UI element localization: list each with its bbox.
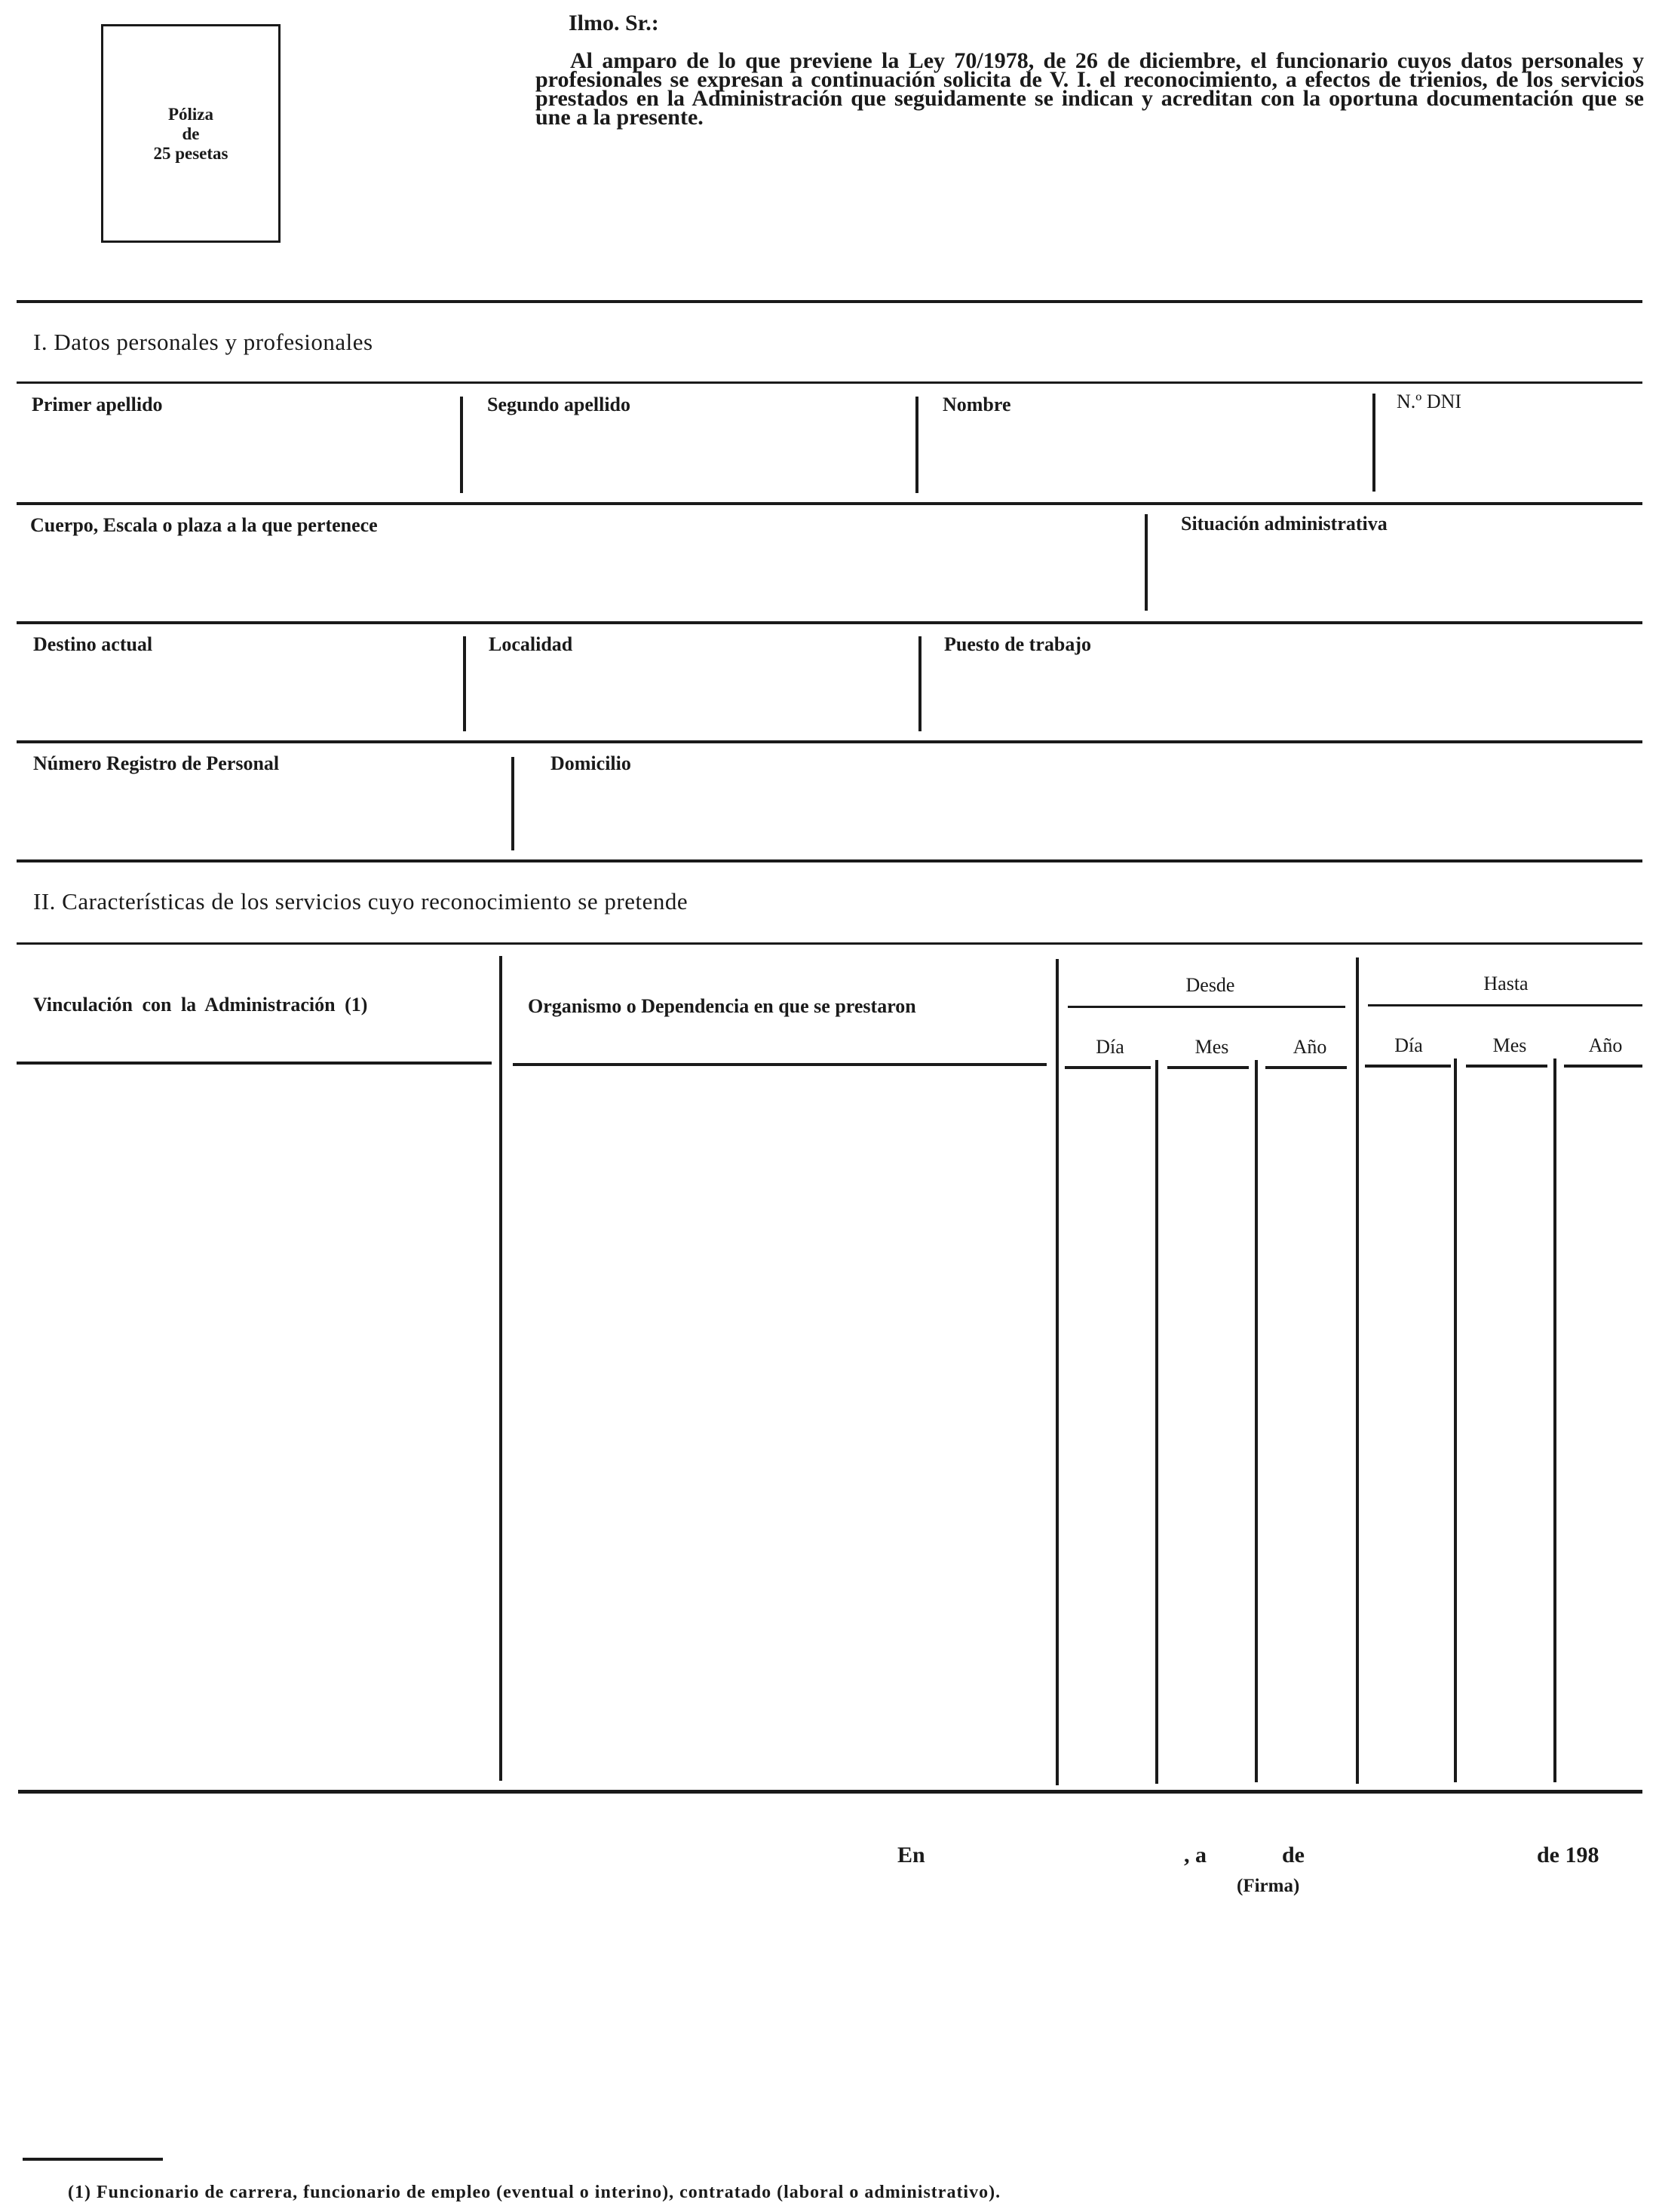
col-header-hasta-mes: Mes (1492, 1034, 1527, 1056)
section1-header-rule (17, 381, 1642, 384)
label-dni: N.º DNI (1397, 391, 1462, 412)
table-divider-vinculacion (499, 956, 502, 1781)
label-numero-registro: Número Registro de Personal (33, 752, 280, 774)
label-segundo-apellido: Segundo apellido (487, 394, 631, 415)
table-bottom-rule (18, 1790, 1642, 1794)
label-puesto-trabajo: Puesto de trabajo (944, 633, 1091, 655)
row3-divider-1 (463, 636, 466, 731)
table-divider-desde-hasta (1356, 957, 1359, 1784)
row3-divider-2 (918, 636, 921, 731)
hasta-mes-rule (1466, 1065, 1547, 1068)
section2-title: II. Características de los servicios cuyo reconocimiento se pretende (33, 888, 688, 915)
stamp-box (101, 24, 281, 243)
row1-divider-3 (1372, 394, 1375, 492)
desde-mes-rule (1167, 1066, 1249, 1069)
sig-de-1: de (1282, 1843, 1305, 1867)
section1-top-rule (17, 300, 1642, 303)
section1-title: I. Datos personales y profesionales (33, 329, 373, 355)
col-header-desde: Desde (1185, 974, 1235, 996)
col-header-hasta-dia: Día (1394, 1034, 1423, 1056)
col-header-desde-ano: Año (1293, 1036, 1327, 1058)
desde-ano-rule (1265, 1066, 1347, 1069)
hasta-dia-rule (1365, 1065, 1451, 1068)
table-divider-organismo (1056, 959, 1059, 1785)
sig-firma: (Firma) (1237, 1876, 1300, 1896)
sig-de-198: de 198 (1537, 1843, 1599, 1867)
sig-en: En (897, 1843, 925, 1867)
label-nombre: Nombre (943, 394, 1011, 415)
row3-bottom-rule (17, 740, 1642, 743)
col-header-hasta-ano: Año (1588, 1034, 1623, 1056)
row2-divider (1145, 514, 1148, 611)
col-header-vinculacion: Vinculación con la Administración (1) (33, 994, 368, 1016)
desde-dia-divider (1155, 1060, 1158, 1784)
row2-bottom-rule (17, 621, 1642, 624)
hasta-ano-rule (1564, 1065, 1642, 1068)
col-header-desde-dia: Día (1096, 1036, 1124, 1058)
stamp-line-3: 25 pesetas (153, 144, 228, 163)
row1-divider-1 (460, 397, 463, 493)
col-header-desde-mes: Mes (1194, 1036, 1229, 1058)
hasta-rule (1368, 1004, 1642, 1006)
footnote: (1) Funcionario de carrera, funcionario de empleo (eventual o interino), contratado (laboral o administrativo). (68, 2183, 1001, 2202)
desde-rule (1068, 1006, 1345, 1008)
row1-divider-2 (915, 397, 918, 493)
intro-paragraph: Al amparo de lo que previene la Ley 70/1978, de 26 de diciembre, el funcionario cuyos datos personales y profesionales se expresan a continuación solicita de V. I. el reconocimiento, a efectos de trienios, de los servicios prestados en la Administración que seguidamente se indican y acreditan con la oportuna documentación que se une a la presente. (535, 48, 1644, 130)
desde-dia-rule (1065, 1066, 1151, 1069)
label-domicilio: Domicilio (550, 752, 631, 774)
salutation: Ilmo. Sr.: (569, 11, 659, 35)
row4-divider (511, 757, 514, 850)
col-vinculacion-header-rule (17, 1062, 492, 1065)
label-localidad: Localidad (489, 633, 573, 655)
section2-header-rule (17, 942, 1642, 945)
label-destino-actual: Destino actual (33, 633, 153, 655)
label-primer-apellido: Primer apellido (32, 394, 163, 415)
label-cuerpo-escala: Cuerpo, Escala o plaza a la que pertenece (30, 514, 378, 536)
hasta-dia-divider (1454, 1059, 1457, 1782)
stamp-line-2: de (182, 124, 200, 143)
footnote-rule (23, 2158, 163, 2161)
section1-bottom-rule (17, 859, 1642, 862)
stamp-line-1: Póliza (167, 105, 214, 124)
stamp-text (103, 105, 278, 164)
label-situacion-administrativa: Situación administrativa (1181, 513, 1388, 535)
row1-bottom-rule (17, 502, 1642, 505)
col-header-hasta: Hasta (1483, 973, 1529, 994)
desde-mes-divider (1255, 1060, 1258, 1782)
sig-a: , a (1184, 1843, 1207, 1867)
col-header-organismo: Organismo o Dependencia en que se prestaron (528, 995, 916, 1017)
hasta-mes-divider (1553, 1059, 1556, 1782)
col-organismo-header-rule (513, 1063, 1047, 1066)
